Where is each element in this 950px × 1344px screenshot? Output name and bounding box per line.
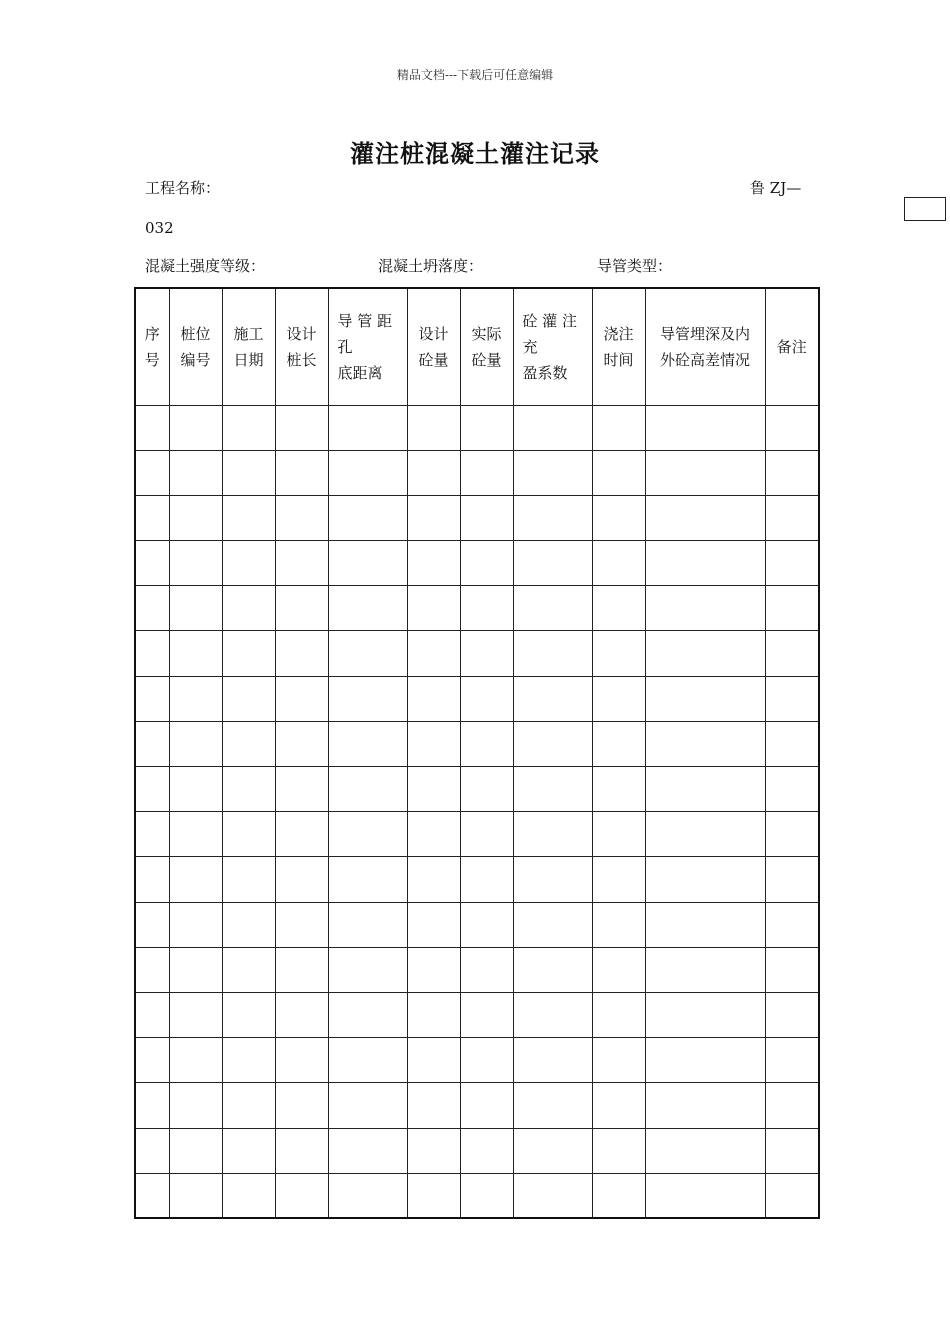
table-row [135, 631, 819, 676]
table-cell[interactable] [592, 902, 645, 947]
table-cell[interactable] [765, 586, 819, 631]
table-cell[interactable] [135, 1083, 169, 1128]
table-cell[interactable] [645, 857, 765, 902]
table-cell[interactable] [645, 1173, 765, 1218]
table-cell[interactable] [407, 541, 460, 586]
table-cell[interactable] [328, 1038, 407, 1083]
table-row [135, 676, 819, 721]
table-cell[interactable] [765, 767, 819, 812]
table-cell[interactable] [513, 631, 592, 676]
table-row [135, 1173, 819, 1218]
form-code-part2: 032 [145, 219, 174, 237]
table-cell[interactable] [275, 1083, 328, 1128]
table-cell[interactable] [328, 586, 407, 631]
table-row [135, 1083, 819, 1128]
table-row [135, 721, 819, 766]
table-cell[interactable] [222, 450, 275, 495]
table-cell[interactable] [328, 1173, 407, 1218]
table-cell[interactable] [513, 947, 592, 992]
table-cell[interactable] [460, 721, 513, 766]
table-cell[interactable] [169, 767, 222, 812]
table-cell[interactable] [407, 1038, 460, 1083]
table-cell[interactable] [169, 947, 222, 992]
table-cell[interactable] [328, 405, 407, 450]
table-cell[interactable] [460, 812, 513, 857]
table-cell[interactable] [407, 767, 460, 812]
table-cell[interactable] [222, 495, 275, 540]
table-cell[interactable] [328, 631, 407, 676]
table-cell[interactable] [407, 812, 460, 857]
table-cell[interactable] [460, 1083, 513, 1128]
table-cell[interactable] [645, 450, 765, 495]
table-row [135, 405, 819, 450]
table-cell[interactable] [765, 1038, 819, 1083]
table-cell[interactable] [275, 721, 328, 766]
table-cell[interactable] [645, 405, 765, 450]
table-cell[interactable] [328, 541, 407, 586]
table-cell[interactable] [135, 405, 169, 450]
table-cell[interactable] [275, 767, 328, 812]
table-cell[interactable] [460, 450, 513, 495]
table-cell[interactable] [135, 450, 169, 495]
record-table-body [135, 405, 819, 1218]
table-cell[interactable] [275, 992, 328, 1037]
table-cell[interactable] [328, 812, 407, 857]
table-cell[interactable] [592, 1173, 645, 1218]
table-cell[interactable] [328, 450, 407, 495]
col-header-pipe-distance: 导 管 距 孔 底距离 [328, 288, 407, 405]
table-cell[interactable] [592, 721, 645, 766]
table-cell[interactable] [275, 1038, 328, 1083]
table-cell[interactable] [275, 1128, 328, 1173]
table-cell[interactable] [460, 992, 513, 1037]
table-cell[interactable] [222, 1038, 275, 1083]
table-cell[interactable] [407, 721, 460, 766]
table-cell[interactable] [765, 450, 819, 495]
table-cell[interactable] [513, 992, 592, 1037]
table-cell[interactable] [592, 1128, 645, 1173]
col-header-fill-coefficient: 砼 灌 注 充 盈系数 [513, 288, 592, 405]
table-row [135, 947, 819, 992]
table-cell[interactable] [407, 992, 460, 1037]
table-cell[interactable] [222, 1128, 275, 1173]
col-header-remarks: 备注 [765, 288, 819, 405]
table-cell[interactable] [135, 812, 169, 857]
pipe-type-label: 导管类型： [597, 257, 673, 275]
table-cell[interactable] [765, 902, 819, 947]
col-header-pipe-depth: 导管埋深及内 外砼高差情况 [645, 288, 765, 405]
table-cell[interactable] [513, 586, 592, 631]
table-cell[interactable] [169, 721, 222, 766]
table-cell[interactable] [513, 676, 592, 721]
table-cell[interactable] [222, 812, 275, 857]
concrete-slump-label: 混凝土坍落度： [378, 257, 484, 275]
table-cell[interactable] [645, 812, 765, 857]
table-cell[interactable] [460, 676, 513, 721]
table-cell[interactable] [169, 541, 222, 586]
table-cell[interactable] [513, 767, 592, 812]
table-cell[interactable] [169, 1173, 222, 1218]
table-cell[interactable] [592, 857, 645, 902]
table-cell[interactable] [407, 495, 460, 540]
table-cell[interactable] [328, 1128, 407, 1173]
table-cell[interactable] [222, 405, 275, 450]
side-box [904, 197, 946, 221]
table-cell[interactable] [460, 1038, 513, 1083]
table-cell[interactable] [275, 1173, 328, 1218]
table-cell[interactable] [169, 631, 222, 676]
table-cell[interactable] [765, 495, 819, 540]
table-row [135, 450, 819, 495]
table-cell[interactable] [765, 405, 819, 450]
table-cell[interactable] [275, 405, 328, 450]
table-cell[interactable] [513, 1083, 592, 1128]
table-cell[interactable] [460, 902, 513, 947]
table-cell[interactable] [222, 586, 275, 631]
table-cell[interactable] [460, 857, 513, 902]
table-cell[interactable] [645, 495, 765, 540]
table-cell[interactable] [222, 902, 275, 947]
table-cell[interactable] [407, 1173, 460, 1218]
table-cell[interactable] [169, 450, 222, 495]
table-cell[interactable] [765, 857, 819, 902]
table-cell[interactable] [513, 405, 592, 450]
table-cell[interactable] [275, 812, 328, 857]
table-row [135, 541, 819, 586]
table-cell[interactable] [513, 450, 592, 495]
table-cell[interactable] [135, 902, 169, 947]
table-cell[interactable] [222, 1173, 275, 1218]
table-cell[interactable] [275, 676, 328, 721]
table-cell[interactable] [135, 541, 169, 586]
table-cell[interactable] [169, 676, 222, 721]
header-row [135, 288, 819, 405]
table-cell[interactable] [135, 721, 169, 766]
table-cell[interactable] [328, 857, 407, 902]
table-cell[interactable] [275, 586, 328, 631]
table-cell[interactable] [275, 902, 328, 947]
table-cell[interactable] [135, 631, 169, 676]
table-cell[interactable] [135, 586, 169, 631]
table-cell[interactable] [407, 857, 460, 902]
table-cell[interactable] [592, 676, 645, 721]
table-cell[interactable] [222, 631, 275, 676]
table-cell[interactable] [169, 1083, 222, 1128]
table-cell[interactable] [592, 586, 645, 631]
table-cell[interactable] [592, 450, 645, 495]
table-cell[interactable] [645, 541, 765, 586]
form-code-part1: 鲁 ZJ— [750, 179, 802, 197]
table-cell[interactable] [135, 992, 169, 1037]
table-cell[interactable] [169, 1128, 222, 1173]
table-row [135, 586, 819, 631]
table-cell[interactable] [765, 676, 819, 721]
table-cell[interactable] [135, 1038, 169, 1083]
table-cell[interactable] [222, 721, 275, 766]
table-cell[interactable] [135, 676, 169, 721]
table-cell[interactable] [765, 1173, 819, 1218]
table-cell[interactable] [328, 902, 407, 947]
table-cell[interactable] [328, 495, 407, 540]
table-cell[interactable] [645, 992, 765, 1037]
table-cell[interactable] [328, 992, 407, 1037]
table-cell[interactable] [645, 1128, 765, 1173]
table-cell[interactable] [513, 1173, 592, 1218]
table-cell[interactable] [460, 1173, 513, 1218]
table-cell[interactable] [645, 631, 765, 676]
table-cell[interactable] [765, 1083, 819, 1128]
table-cell[interactable] [765, 721, 819, 766]
table-cell[interactable] [592, 1038, 645, 1083]
table-cell[interactable] [460, 767, 513, 812]
table-cell[interactable] [222, 947, 275, 992]
table-cell[interactable] [407, 450, 460, 495]
table-cell[interactable] [460, 586, 513, 631]
table-cell[interactable] [275, 450, 328, 495]
col-header-seq: 序 号 [135, 288, 169, 405]
table-cell[interactable] [275, 541, 328, 586]
table-cell[interactable] [169, 992, 222, 1037]
page-title: 灌注桩混凝土灌注记录 [350, 140, 600, 168]
table-cell[interactable] [275, 857, 328, 902]
table-cell[interactable] [592, 405, 645, 450]
table-cell[interactable] [169, 495, 222, 540]
table-cell[interactable] [222, 676, 275, 721]
table-cell[interactable] [460, 631, 513, 676]
table-cell[interactable] [513, 1128, 592, 1173]
table-cell[interactable] [645, 586, 765, 631]
col-header-date: 施工 日期 [222, 288, 275, 405]
table-row [135, 902, 819, 947]
header-note: 精品文档---下载后可任意编辑 [396, 68, 554, 82]
table-cell[interactable] [645, 947, 765, 992]
table-row [135, 1128, 819, 1173]
table-cell[interactable] [275, 947, 328, 992]
table-cell[interactable] [222, 1083, 275, 1128]
table-cell[interactable] [328, 1083, 407, 1128]
table-cell[interactable] [169, 405, 222, 450]
table-cell[interactable] [169, 902, 222, 947]
table-cell[interactable] [513, 495, 592, 540]
table-cell[interactable] [407, 1083, 460, 1128]
table-cell[interactable] [460, 495, 513, 540]
table-cell[interactable] [513, 541, 592, 586]
table-cell[interactable] [592, 1083, 645, 1128]
table-cell[interactable] [765, 812, 819, 857]
table-cell[interactable] [222, 857, 275, 902]
table-cell[interactable] [407, 676, 460, 721]
table-cell[interactable] [592, 767, 645, 812]
table-cell[interactable] [222, 992, 275, 1037]
table-cell[interactable] [169, 857, 222, 902]
table-cell[interactable] [407, 586, 460, 631]
table-cell[interactable] [135, 1173, 169, 1218]
table-cell[interactable] [135, 857, 169, 902]
table-cell[interactable] [765, 947, 819, 992]
table-cell[interactable] [275, 495, 328, 540]
project-name-label: 工程名称： [145, 179, 221, 197]
table-cell[interactable] [407, 902, 460, 947]
table-cell[interactable] [328, 947, 407, 992]
table-cell[interactable] [592, 947, 645, 992]
table-cell[interactable] [328, 767, 407, 812]
col-header-actual-volume: 实际 砼量 [460, 288, 513, 405]
table-cell[interactable] [407, 631, 460, 676]
table-cell[interactable] [135, 1128, 169, 1173]
table-row [135, 767, 819, 812]
table-cell[interactable] [513, 902, 592, 947]
table-cell[interactable] [135, 495, 169, 540]
table-cell[interactable] [460, 1128, 513, 1173]
table-cell[interactable] [765, 541, 819, 586]
table-cell[interactable] [592, 495, 645, 540]
table-cell[interactable] [275, 631, 328, 676]
table-row [135, 857, 819, 902]
table-row [135, 495, 819, 540]
table-cell[interactable] [407, 947, 460, 992]
concrete-grade-label: 混凝土强度等级： [145, 257, 266, 275]
table-cell[interactable] [765, 631, 819, 676]
table-cell[interactable] [222, 767, 275, 812]
table-cell[interactable] [135, 767, 169, 812]
table-cell[interactable] [645, 767, 765, 812]
table-cell[interactable] [765, 992, 819, 1037]
table-cell[interactable] [135, 947, 169, 992]
table-row [135, 812, 819, 857]
table-cell[interactable] [592, 992, 645, 1037]
table-cell[interactable] [169, 1038, 222, 1083]
col-header-design-volume: 设计 砼量 [407, 288, 460, 405]
table-cell[interactable] [645, 1083, 765, 1128]
table-cell[interactable] [169, 812, 222, 857]
table-cell[interactable] [645, 1038, 765, 1083]
table-cell[interactable] [460, 541, 513, 586]
table-cell[interactable] [645, 902, 765, 947]
col-header-pour-time: 浇注 时间 [592, 288, 645, 405]
table-cell[interactable] [513, 1038, 592, 1083]
table-row [135, 992, 819, 1037]
col-header-design-length: 设计 桩长 [275, 288, 328, 405]
table-cell[interactable] [460, 405, 513, 450]
table-cell[interactable] [513, 857, 592, 902]
table-cell[interactable] [407, 1128, 460, 1173]
table-cell[interactable] [513, 721, 592, 766]
col-header-pile-no: 桩位 编号 [169, 288, 222, 405]
table-cell[interactable] [645, 676, 765, 721]
table-cell[interactable] [765, 1128, 819, 1173]
table-cell[interactable] [592, 541, 645, 586]
table-cell[interactable] [460, 947, 513, 992]
table-cell[interactable] [169, 586, 222, 631]
table-cell[interactable] [222, 541, 275, 586]
table-cell[interactable] [592, 631, 645, 676]
table-cell[interactable] [592, 812, 645, 857]
table-cell[interactable] [513, 812, 592, 857]
table-cell[interactable] [328, 721, 407, 766]
table-cell[interactable] [407, 405, 460, 450]
table-cell[interactable] [328, 676, 407, 721]
table-row [135, 1038, 819, 1083]
record-table [134, 287, 820, 1219]
table-cell[interactable] [645, 721, 765, 766]
